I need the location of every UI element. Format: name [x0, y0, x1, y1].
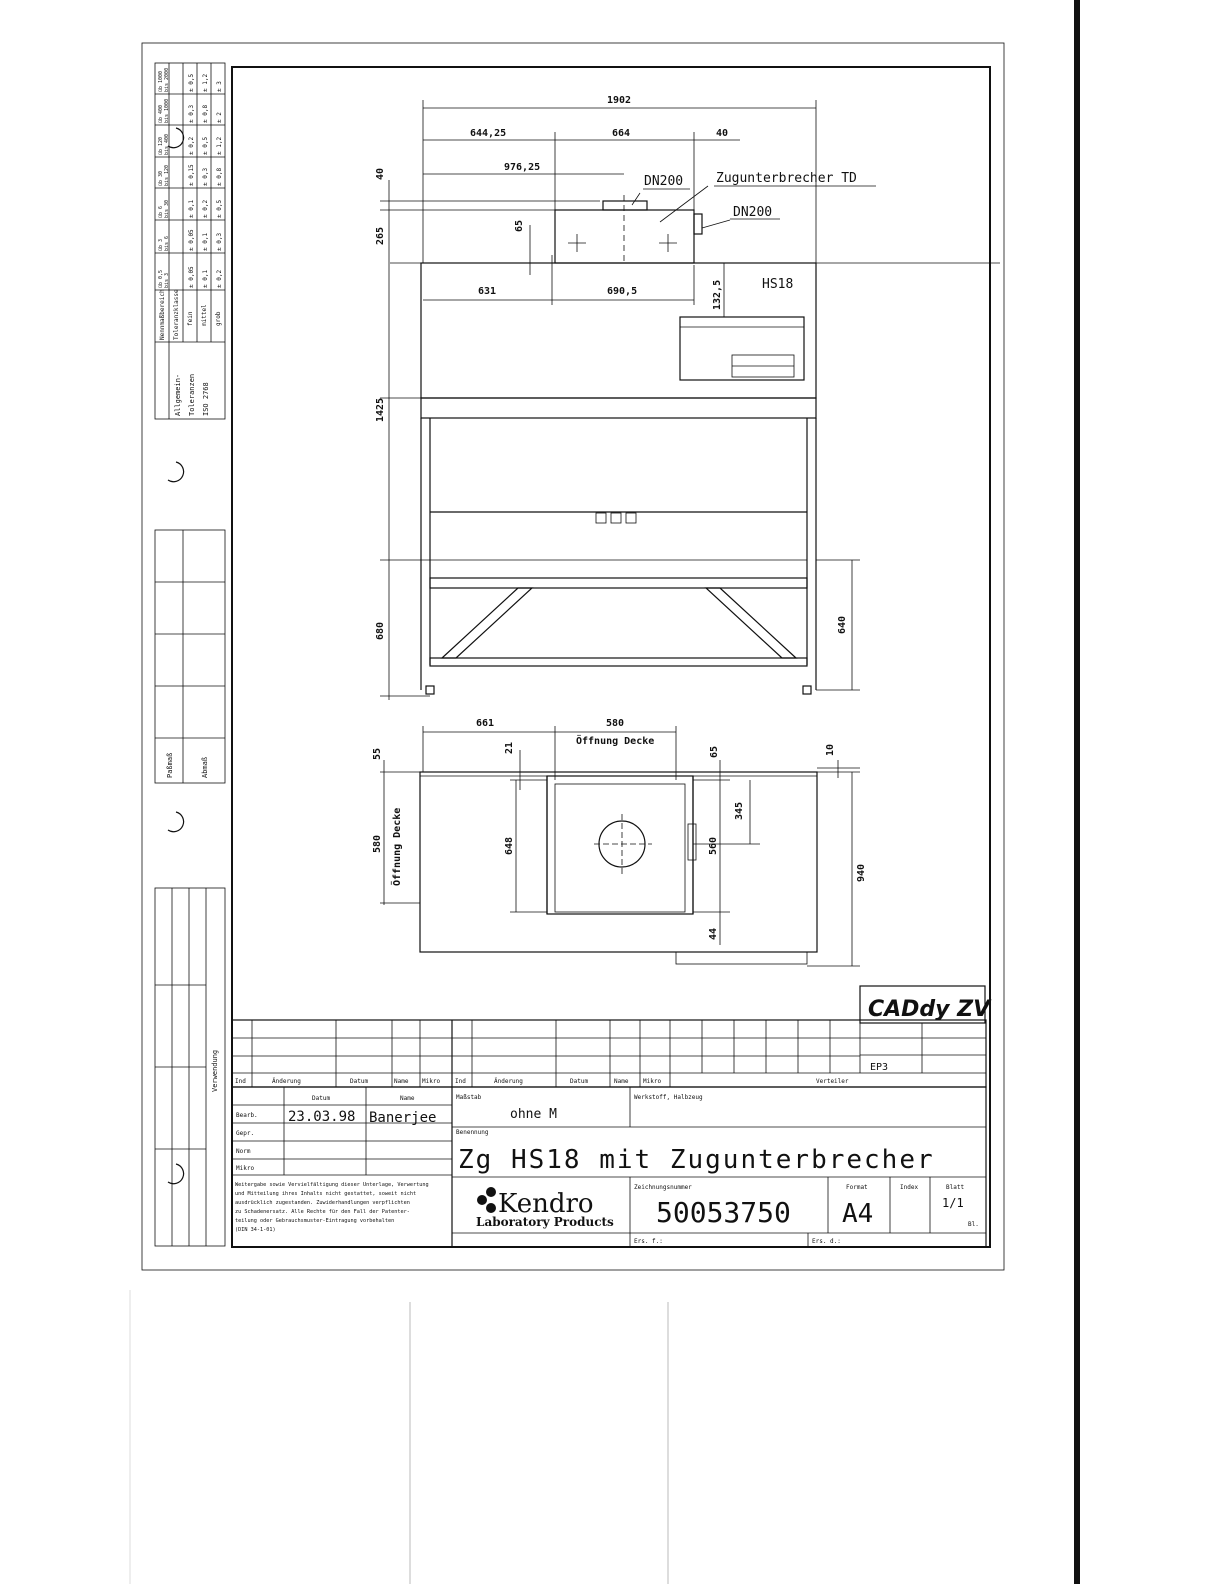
tol-head-nennmass: Nennmaßbereich: [159, 289, 166, 340]
dim-44: 44: [708, 927, 719, 940]
bearb-date: 23.03.98: [288, 1109, 356, 1125]
tol-cell: ± 0,3: [202, 167, 209, 186]
tol-cell: bis 120: [164, 164, 170, 186]
top-view: [372, 718, 867, 966]
rev-head: Änderung: [272, 1078, 301, 1085]
punch-hole-3: [168, 1164, 184, 1184]
mikro-label: Mikro: [236, 1165, 255, 1172]
label-dn200-top: DN200: [644, 174, 684, 189]
rev-head: Name: [394, 1078, 409, 1085]
blatt-label: Blatt: [946, 1184, 965, 1191]
benennung-value: Zg HS18 mit Zugunterbrecher: [458, 1145, 935, 1175]
dim-664: 664: [612, 128, 631, 139]
dim-631: 631: [478, 286, 497, 297]
datum-head: Datum: [312, 1095, 331, 1102]
copyright-line: ausdrücklich zugestanden. Zuwiderhandlungen verpflichten: [235, 1200, 410, 1206]
zeichnungsnummer-label: Zeichnungsnummer: [634, 1184, 692, 1191]
copyright-line: Weitergabe sowie Vervielfältigung dieser Unterlage, Verwertung: [235, 1182, 429, 1188]
rev-head: Mikro: [422, 1078, 441, 1085]
label-model: HS18: [762, 277, 794, 292]
title-block: [232, 986, 992, 1247]
massstab-label: Maßstab: [456, 1094, 482, 1101]
label-zugunterbrecher: Zugunterbrecher TD: [716, 171, 857, 186]
abmass-label: Abmaß: [201, 756, 209, 778]
tol-cell: bis 30: [164, 199, 170, 218]
tol-cell: ± 0,1: [188, 199, 195, 218]
copyright-line: und Mitteilung ihres Inhalts nicht gestattet, soweit nicht: [235, 1191, 417, 1197]
label-oeffnung-v: Öffnung Decke: [392, 807, 403, 886]
dim-55: 55: [372, 747, 383, 760]
sockets: [596, 513, 606, 523]
dim-265: 265: [375, 226, 386, 245]
index-label: Index: [900, 1184, 919, 1191]
blatt-value: 1/1: [942, 1196, 964, 1210]
label-oeffnung-h: Öffnung Decke: [576, 736, 655, 747]
bearb-label: Bearb.: [236, 1112, 258, 1119]
tol-head-mittel: mittel: [201, 304, 208, 326]
dim-580-v: 580: [372, 834, 383, 853]
tol-cell: ± 0,15: [188, 164, 195, 186]
tol-cell: bis 3: [164, 272, 170, 288]
tol-title-1: Allgemein-: [174, 373, 182, 416]
norm-label: Norm: [236, 1148, 251, 1155]
tol-cell: ± 0,8: [202, 104, 209, 123]
rev-head: Datum: [350, 1078, 369, 1085]
passmass-label: Paßmaß: [166, 752, 174, 778]
massstab-value: ohne M: [510, 1107, 557, 1122]
sheet-outer-frame: [142, 43, 1004, 1270]
tol-cell: ± 0,2: [202, 199, 209, 218]
tol-head-fein: fein: [187, 311, 194, 326]
kendro-dot-3: [486, 1203, 496, 1213]
dim-976: 976,25: [504, 162, 541, 173]
passmass-table: [155, 530, 225, 783]
tol-cell: bis 1000: [164, 98, 170, 123]
benennung-label: Benennung: [456, 1129, 489, 1136]
tol-cell: ± 0,5: [216, 199, 223, 218]
ers-f-label: Ers. f.:: [634, 1238, 663, 1245]
tol-title-3: ISO 2768: [202, 382, 210, 416]
verwendung-table: [155, 888, 225, 1246]
ers-d-label: Ers. d.:: [812, 1238, 841, 1245]
dim-940: 940: [856, 863, 867, 882]
tol-cell: ± 0,2: [188, 136, 195, 155]
tol-cell: ± 0,8: [216, 167, 223, 186]
dim-644: 644,25: [470, 128, 507, 139]
tol-cell: üb 30: [158, 170, 164, 186]
tol-cell: ± 0,2: [216, 269, 223, 288]
tol-cell: üb 0,5: [158, 269, 164, 288]
stand-brace-left: [442, 588, 532, 658]
roof-opening: [547, 776, 693, 914]
front-view: [375, 95, 1000, 700]
rev-head: Ind: [455, 1078, 466, 1085]
rev-head: Name: [614, 1078, 629, 1085]
rev-head: Datum: [570, 1078, 589, 1085]
draft-breaker-box: [555, 210, 694, 263]
tol-head-klasse: Toleranzklasse: [173, 289, 180, 340]
dim-21: 21: [504, 741, 515, 754]
scan-edge: [1074, 0, 1080, 1584]
kendro-dot-2: [486, 1187, 496, 1197]
tol-cell: üb 3: [158, 238, 164, 251]
tol-cell: bis 6: [164, 235, 170, 251]
dim-1425: 1425: [375, 397, 386, 422]
verteiler: Verteiler: [816, 1078, 849, 1085]
dim-65-top: 65: [709, 745, 720, 758]
bl-label: Bl.: [968, 1221, 979, 1228]
copyright-line: zu Schadenersatz. Alle Rechte für den Fall der Patenter-: [235, 1209, 410, 1215]
control-panel: [680, 317, 804, 380]
dim-560: 560: [708, 836, 719, 855]
tol-cell: bis 2000: [164, 67, 170, 92]
dim-648: 648: [504, 836, 515, 855]
rev-head: Mikro: [643, 1078, 662, 1085]
tol-cell: üb 1000: [158, 70, 164, 92]
dim-580-h: 580: [606, 718, 625, 729]
kendro-dot-1: [477, 1195, 487, 1205]
dim-690: 690,5: [607, 286, 638, 297]
tol-title-2: Toleranzen: [188, 373, 196, 416]
rev-head: Ind: [235, 1078, 246, 1085]
stand-brace-right: [706, 588, 796, 658]
caddy-logo: CADdy ZV: [868, 997, 991, 1022]
tol-cell: ± 1,2: [202, 73, 209, 92]
copyright-line: (DIN 34-1-01): [235, 1227, 276, 1233]
stand-bottom-rail: [430, 658, 807, 666]
dim-680: 680: [375, 621, 386, 640]
tol-cell: ± 0,1: [202, 269, 209, 288]
dim-132: 132,5: [712, 279, 723, 310]
tol-cell: üb 400: [158, 104, 164, 123]
dim-40-left: 40: [375, 167, 386, 180]
cabinet-plan: [420, 772, 817, 952]
tolerance-table: [155, 63, 225, 419]
label-dn200-side: DN200: [733, 205, 773, 220]
copyright-line: teilung oder Gebrauchsmuster-Eintragung vorbehalten: [235, 1218, 395, 1224]
tol-cell: ± 3: [216, 81, 223, 92]
dim-345: 345: [734, 801, 745, 820]
dim-1902: 1902: [607, 95, 632, 106]
dim-640: 640: [837, 615, 848, 634]
tol-cell: ± 0,1: [202, 232, 209, 251]
tol-cell: ± 0,5: [202, 136, 209, 155]
tol-cell: ± 0,5: [188, 73, 195, 92]
company-sub: Laboratory Products: [476, 1215, 614, 1229]
verwendung-label: Verwendung: [211, 1049, 219, 1092]
company-name: Kendro: [498, 1189, 594, 1219]
tol-cell: ± 0,05: [188, 266, 195, 288]
format-label: Format: [846, 1184, 868, 1191]
dim-65: 65: [514, 219, 525, 232]
dim-661: 661: [476, 718, 495, 729]
dn200-top-stub: [603, 201, 647, 210]
zeichnungsnummer: 50053750: [656, 1196, 791, 1229]
tol-cell: ± 0,3: [216, 232, 223, 251]
dim-40-right: 40: [716, 128, 729, 139]
cabinet-top: [421, 263, 816, 398]
werkstoff-label: Werkstoff, Halbzeug: [634, 1094, 703, 1101]
stand-top-rail: [430, 578, 807, 588]
format-value: A4: [842, 1199, 874, 1229]
tol-cell: ± 0,05: [188, 229, 195, 251]
ep3: EP3: [870, 1062, 889, 1073]
tol-cell: üb 120: [158, 136, 164, 155]
tol-cell: ± 0,3: [188, 104, 195, 123]
gepr-label: Gepr.: [236, 1130, 255, 1137]
tol-cell: üb 6: [158, 205, 164, 218]
tol-cell: bis 400: [164, 133, 170, 155]
name-head: Name: [400, 1095, 415, 1102]
tol-cell: ± 2: [216, 112, 223, 123]
tol-cell: ± 1,2: [216, 136, 223, 155]
cabinet-body: [421, 398, 816, 418]
punch-hole-2: [168, 812, 184, 832]
punch-hole-1: [168, 462, 184, 482]
tol-head-grob: grob: [215, 311, 222, 326]
punch-hole-4: [168, 128, 184, 148]
dn200-side-stub: [694, 214, 702, 234]
rev-head: Änderung: [494, 1078, 523, 1085]
bearb-name: Banerjee: [369, 1110, 437, 1126]
dim-10: 10: [825, 743, 836, 756]
